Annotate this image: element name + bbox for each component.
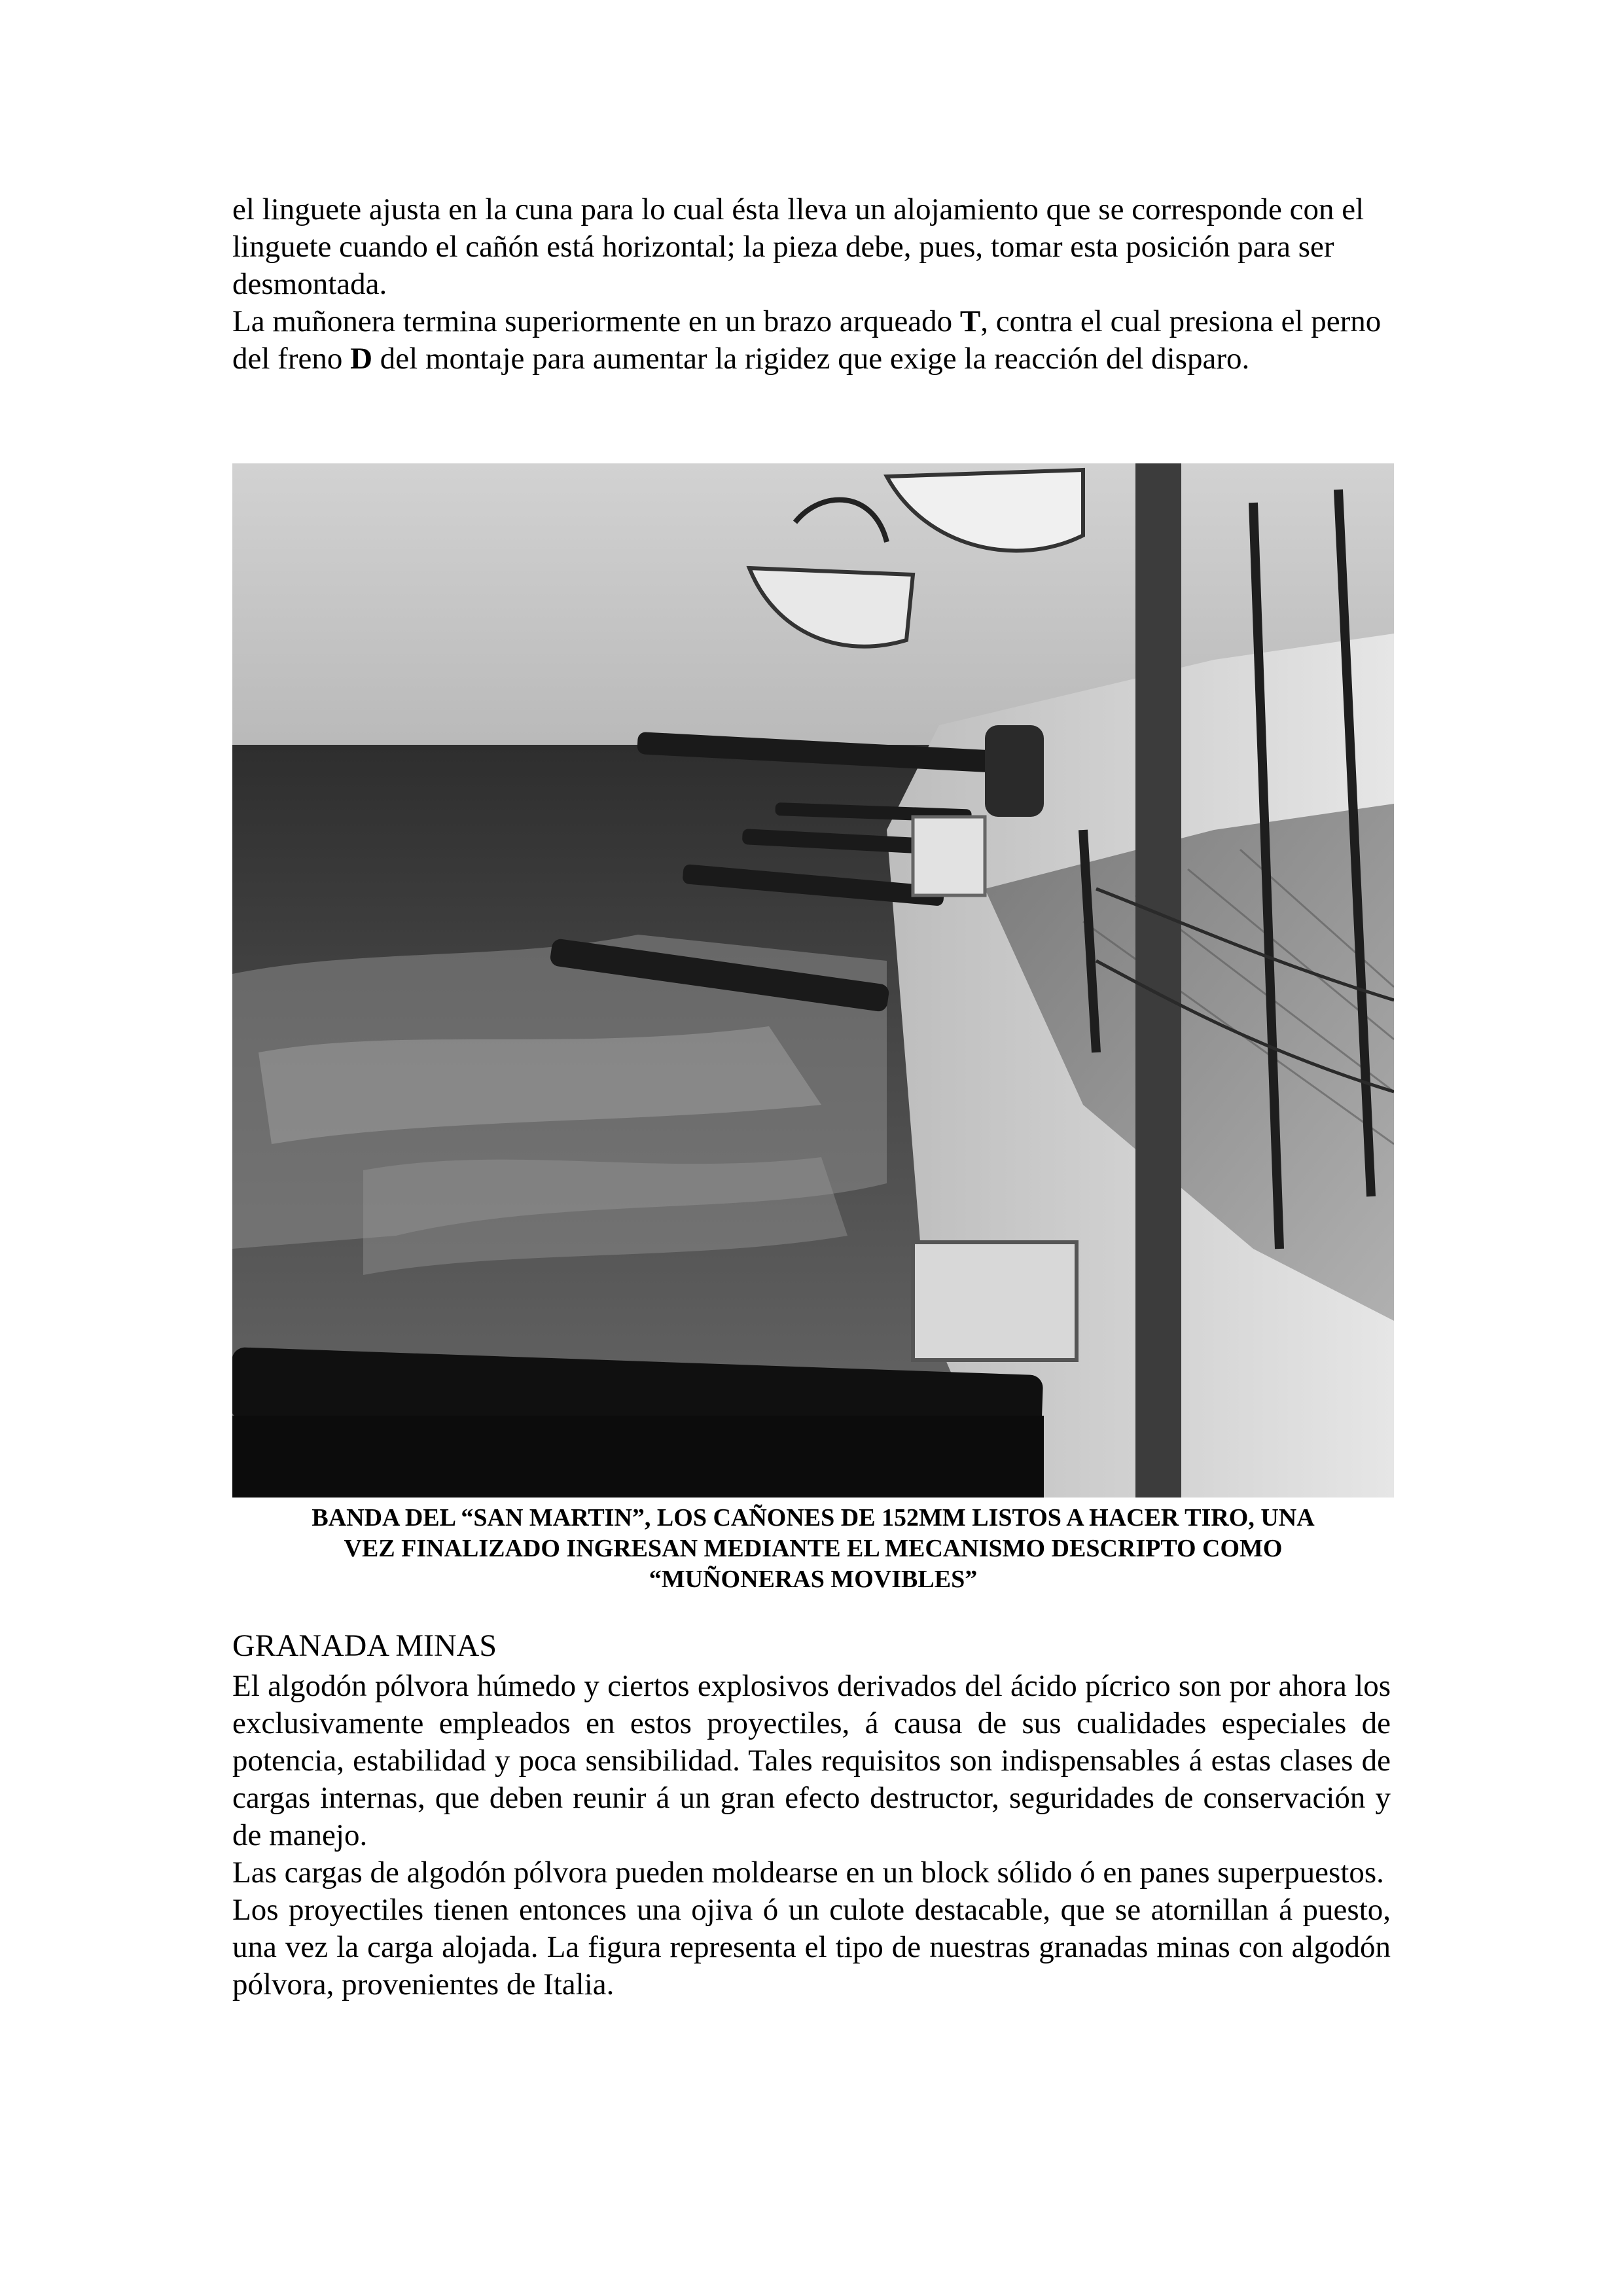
caption-line-1: BANDA DEL “SAN MARTIN”, LOS CAÑONES DE 152MM LISTOS A HACER TIRO, UNA xyxy=(312,1504,1315,1532)
foreground-post xyxy=(1135,463,1181,1498)
top-paragraph-1: el linguete ajusta en la cuna para lo cual ésta lleva un alojamiento que se corresponde con el linguete cuando el cañón está horizontal; la pieza debe, pues, tomar esta posición para ser desmontada. xyxy=(232,192,1364,301)
gun-mount-foreground xyxy=(232,1416,1044,1498)
ship-photo-illustration xyxy=(232,463,1394,1498)
label-D: D xyxy=(350,342,373,376)
figure-caption xyxy=(232,1503,1394,1595)
top-paragraph-2-part-c: del montaje para aumentar la rigidez que exige la reacción del disparo. xyxy=(372,342,1250,376)
top-text-block xyxy=(232,191,1391,378)
section-paragraph-1: El algodón pólvora húmedo y ciertos explosivos derivados del ácido pícrico son por ahora los exclusivamente empleados en estos proyectiles, á causa de sus cualidades especiales de potencia, estabilidad y poca sensibilidad. Tales requisitos son indispensables á estas clases de cargas internas, que deben reunir á un gran efecto destructor, seguridades de conservación y de manejo. xyxy=(232,1669,1391,1852)
top-paragraph-2 xyxy=(232,303,1391,378)
section-heading: GRANADA MINAS xyxy=(232,1628,497,1663)
ship-photograph xyxy=(232,463,1394,1498)
caption-line-2: VEZ FINALIZADO INGRESAN MEDIANTE EL MECANISMO DESCRIPTO COMO xyxy=(344,1535,1283,1562)
casemate-door xyxy=(913,1242,1077,1360)
caption-line-3: “MUÑONERAS MOVIBLES” xyxy=(649,1566,978,1593)
section-paragraph-3: Los proyectiles tienen entonces una ojiva ó un culote destacable, que se atornillan á puesto, una vez la carga alojada. La figura representa el tipo de nuestras granadas minas con algodón pólvora, provenientes de Italia. xyxy=(232,1893,1391,2001)
top-paragraph-2-part-a: La muñonera termina superiormente en un brazo arqueado xyxy=(232,304,960,338)
section-paragraph-2: Las cargas de algodón pólvora pueden moldearse en un block sólido ó en panes superpuestos. xyxy=(232,1856,1384,1890)
label-T: T xyxy=(959,304,981,338)
section-body xyxy=(232,1668,1391,2003)
top-paragraph-2-part-b: , contra el cual presiona el perno del freno xyxy=(232,304,1382,376)
crew-silhouettes xyxy=(985,725,1044,817)
hatch xyxy=(913,817,985,895)
